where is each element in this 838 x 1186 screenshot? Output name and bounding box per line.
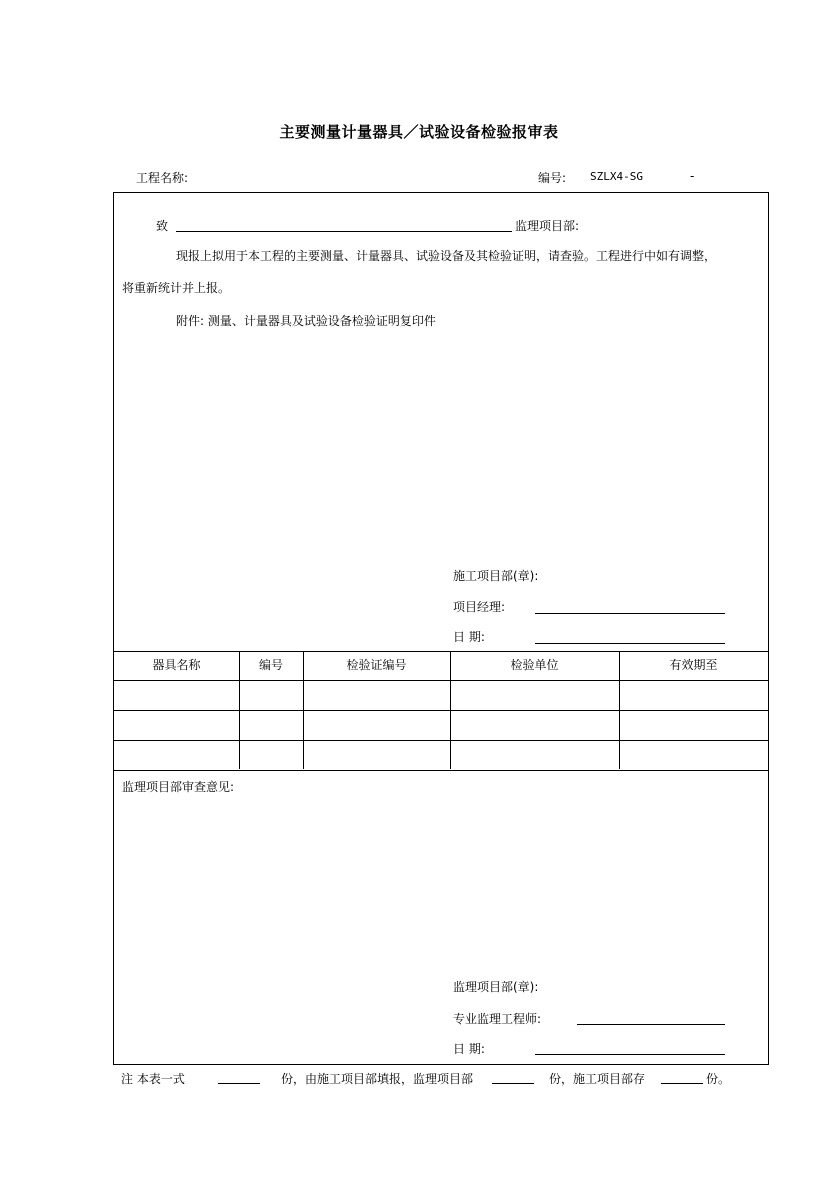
contractor-date-label: 日 期: [453,630,485,644]
review-date-blank[interactable] [535,1054,725,1055]
number-value: SZLX4-SG [590,170,643,183]
copies-blank-3[interactable] [661,1083,703,1084]
col-header-inspection-unit: 检验单位 [510,658,559,672]
table-row[interactable] [114,681,768,710]
table-row[interactable] [114,711,768,740]
attachment-text: 附件: 测量、计量器具及试验设备检验证明复印件 [176,314,436,328]
review-date-label: 日 期: [453,1042,485,1056]
contractor-date-blank[interactable] [535,643,725,644]
number-label: 编号: [538,171,567,185]
supervising-engineer-blank[interactable] [577,1024,725,1025]
col-header-cert-number: 检验证编号 [346,658,407,672]
col-header-instrument-name: 器具名称 [152,658,201,672]
contractor-dept-label: 施工项目部(章): [453,569,539,583]
number-suffix: - [690,169,695,183]
copies-blank-1[interactable] [218,1083,260,1084]
footer-note-part2: 份，施工项目部存 [549,1072,646,1086]
table-bottom-border [114,770,768,771]
to-org-blank[interactable] [176,231,512,232]
footer-note-prefix: 注 本表一式 [121,1072,185,1086]
project-manager-label: 项目经理: [453,600,506,614]
col-header-valid-until: 有效期至 [669,658,718,672]
footer-note-part3: 份。 [706,1072,731,1086]
review-opinion-label: 监理项目部审查意见: [122,780,235,794]
project-name-label: 工程名称: [136,171,189,185]
footer-note-part1: 份，由施工项目部填报，监理项目部 [281,1072,474,1086]
to-org-label: 监理项目部: [515,219,580,233]
body-line-1: 现报上拟用于本工程的主要测量、计量器具、试验设备及其检验证明，请查验。工程进行中如有调整， [176,249,717,263]
form-box [113,192,769,1065]
body-line-2: 将重新统计并上报。 [122,281,231,295]
project-manager-blank[interactable] [535,613,725,614]
page-title: 主要测量计量器具／试验设备检验报审表 [279,123,559,141]
table-row[interactable] [114,741,768,770]
copies-blank-2[interactable] [492,1083,534,1084]
supervising-engineer-label: 专业监理工程师: [453,1012,542,1026]
supervision-dept-label: 监理项目部(章): [453,980,539,994]
to-label: 致 [156,219,169,233]
col-header-number: 编号 [258,658,283,672]
